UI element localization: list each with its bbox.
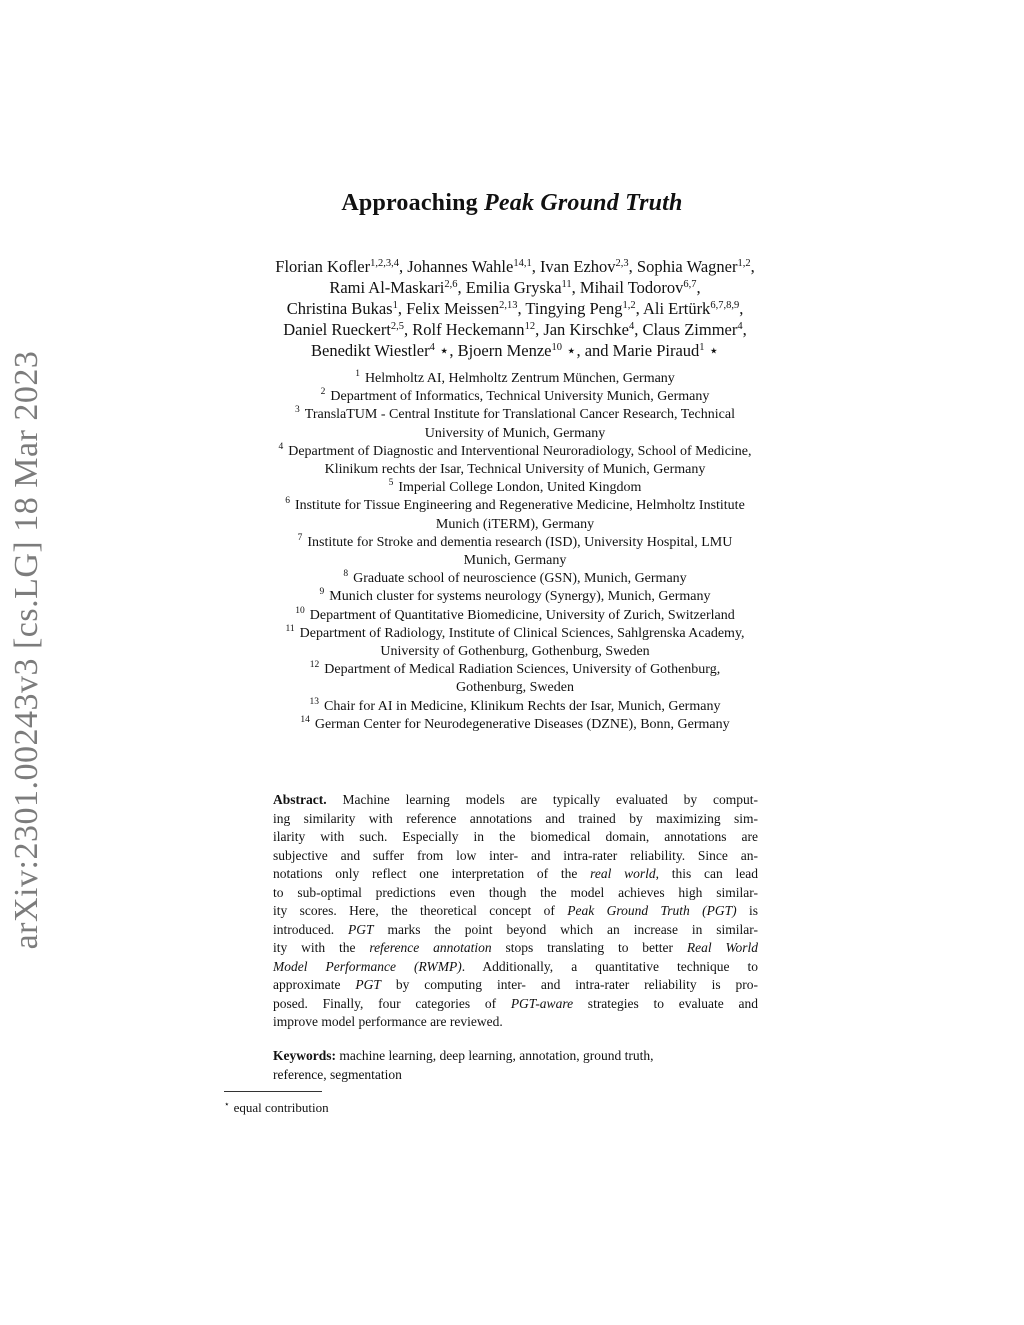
affiliation-number: 7 — [297, 532, 303, 543]
text-run: Rami Al-Maskari — [329, 278, 445, 297]
abstract — [273, 791, 758, 1032]
text-run: , — [739, 299, 744, 318]
abstract-line — [273, 828, 758, 847]
affiliation-line — [200, 570, 830, 588]
affiliation-line — [200, 461, 830, 479]
text-run: posed. Finally, four categories of — [273, 995, 511, 1011]
italic-term: PGT-aware — [510, 995, 574, 1011]
affiliation-line — [200, 370, 830, 388]
affiliation-number: 12 — [309, 660, 320, 671]
italic-term: Peak Ground Truth (PGT) — [567, 903, 737, 918]
text-run: ilarity with such. Especially in the biomedical domain, annotations are — [273, 829, 758, 844]
affiliation-text: Department of Quantitative Biomedicine, University of Zurich, Switzerland — [309, 607, 735, 623]
author-line — [200, 256, 830, 277]
affiliation-line — [200, 698, 830, 716]
text-run: , Ivan Ezhov — [531, 257, 616, 276]
affiliation-text: University of Gothenburg, Gothenburg, Sweden — [380, 644, 650, 660]
footnote-text: equal contribution — [233, 1100, 329, 1115]
author-line — [200, 340, 830, 361]
keywords — [273, 1047, 758, 1084]
paper-title — [0, 190, 1024, 217]
abstract-line — [273, 810, 758, 829]
text-run: ing similarity with reference annotations and trained by maximizing sim- — [273, 810, 758, 826]
text-run: approximate — [273, 977, 356, 992]
text-run: introduced. — [273, 921, 349, 937]
text-run: Daniel Rueckert — [283, 320, 391, 339]
affiliation-superscript: 2,5 — [390, 321, 405, 332]
affiliation-superscript: 2,3 — [615, 258, 629, 269]
italic-term: PGT — [348, 921, 374, 937]
affiliation-superscript: 12 — [524, 321, 536, 332]
footnote-rule — [224, 1091, 322, 1092]
author-line — [200, 277, 830, 298]
text-run: ⋆ — [704, 341, 719, 360]
affiliation-line — [200, 643, 830, 661]
abstract-line — [273, 847, 758, 866]
text-run: ⋆, Bjoern Menze — [434, 341, 552, 360]
text-run: Machine learning models are typically evaluated by comput- — [326, 792, 758, 807]
text-run: notations only reflect one interpretation of the — [273, 866, 591, 881]
affiliation-text: Department of Informatics, Technical University Munich, Germany — [330, 389, 710, 405]
affiliation-text: Chair for AI in Medicine, Klinikum Rechts der Isar, Munich, Germany — [324, 698, 721, 714]
affiliation-superscript: 6,7,8,9 — [710, 300, 740, 311]
text-run: , Claus Zimmer — [634, 320, 738, 339]
text-run: Florian Kofler — [275, 257, 371, 276]
affiliation-number: 2 — [320, 387, 326, 398]
affiliation-text: Munich, Germany — [463, 553, 567, 569]
bold-lead: Abstract. — [273, 792, 327, 807]
abstract-line — [273, 865, 758, 884]
text-run: , — [742, 320, 747, 339]
text-run: , — [696, 278, 701, 297]
bold-lead: Keywords: — [273, 1048, 336, 1063]
text-run: , this can lead — [655, 866, 758, 881]
text-run: ity with the — [273, 940, 370, 955]
affiliation-line — [200, 661, 830, 679]
affiliation-number: 8 — [343, 569, 349, 580]
affiliation-superscript: 4 — [629, 321, 635, 332]
text-run: , Johannes Wahle — [399, 257, 514, 276]
abstract-line — [273, 995, 758, 1014]
title-italic: Peak Ground Truth — [484, 190, 683, 216]
affiliation-text: Department of Diagnostic and Interventional Neuroradiology, School of Medicine, — [288, 443, 752, 459]
text-run: , Tingying Peng — [517, 299, 623, 318]
affiliation-superscript: 1,2 — [622, 300, 636, 311]
affiliation-number: 3 — [295, 405, 300, 416]
affiliation-superscript: 4 — [737, 321, 743, 332]
affiliation-text: Munich cluster for systems neurology (Synergy), Munich, Germany — [329, 589, 711, 605]
affiliation-number: 5 — [388, 478, 394, 489]
affiliation-line — [200, 497, 830, 515]
text-run: by computing inter- and intra-rater reliability is pro- — [380, 977, 758, 992]
affiliation-number: 14 — [300, 714, 310, 725]
affiliation-superscript: 2,13 — [499, 300, 518, 311]
affiliation-superscript: 1,2 — [737, 258, 751, 269]
text-run: machine learning, deep learning, annotation, ground truth, — [336, 1048, 654, 1063]
affiliation-number: 1 — [355, 369, 360, 379]
affiliation-superscript: 6,7 — [683, 279, 697, 290]
italic-term: real world — [590, 866, 656, 881]
affiliation-superscript: 1 — [699, 342, 705, 353]
affiliation-line — [200, 625, 830, 643]
affiliation-text: Department of Medical Radiation Sciences, University of Gothenburg, — [324, 662, 721, 678]
text-run: . Additionally, a quantitative technique to — [461, 958, 758, 974]
text-run: subjective and suffer from low inter- and intra-rater reliability. Since an- — [273, 847, 758, 863]
text-run: , Felix Meissen — [397, 299, 500, 318]
affiliation-line — [200, 406, 830, 424]
keywords-line — [273, 1047, 758, 1066]
text-run: improve model performance are reviewed. — [273, 1014, 503, 1029]
affiliation-number: 6 — [285, 496, 290, 507]
affiliation-list — [200, 370, 830, 734]
abstract-line — [273, 1013, 758, 1032]
affiliation-text: Institute for Stroke and dementia research (ISD), University Hospital, LMU — [307, 534, 733, 550]
affiliation-line — [200, 679, 830, 697]
abstract-line — [273, 976, 758, 995]
italic-term: PGT — [355, 977, 381, 992]
text-run: , Ali Ertürk — [635, 299, 711, 318]
affiliation-line — [200, 479, 830, 497]
affiliation-text: Munich (iTERM), Germany — [435, 516, 595, 532]
affiliation-text: Gothenburg, Sweden — [456, 680, 574, 696]
affiliation-number: 4 — [278, 441, 284, 452]
text-run: , — [750, 257, 755, 276]
affiliation-text: Department of Radiology, Institute of Clinical Sciences, Sahlgrenska Academy, — [299, 625, 745, 641]
abstract-line — [273, 902, 758, 921]
affiliation-line — [200, 425, 830, 443]
affiliation-line — [200, 516, 830, 534]
affiliation-text: TranslaTUM - Central Institute for Translational Cancer Research, Technical — [304, 407, 735, 423]
affiliation-superscript: 2,6 — [444, 279, 458, 290]
text-run: Benedikt Wiestler — [310, 341, 430, 360]
text-run: strategies to evaluate and — [573, 995, 758, 1011]
affiliation-line — [200, 552, 830, 570]
affiliation-number: 11 — [285, 623, 295, 634]
footnote-mark: ⋆ — [224, 1099, 230, 1109]
text-run: , Rolf Heckemann — [404, 320, 525, 339]
abstract-line — [273, 939, 758, 958]
text-run: reference, segmentation — [273, 1066, 402, 1082]
abstract-line — [273, 921, 758, 940]
text-run: , Jan Kirschke — [535, 320, 629, 339]
text-run: , Mihail Todorov — [571, 278, 684, 297]
affiliation-text: German Center for Neurodegenerative Diseases (DZNE), Bonn, Germany — [314, 716, 730, 732]
affiliation-text: Helmholtz AI, Helmholtz Zentrum München, Germany — [364, 371, 675, 386]
text-run: marks the point beyond which an increase in similar- — [373, 921, 758, 937]
text-run: to sub-optimal predictions even though the model achieves high similar- — [273, 884, 758, 900]
affiliation-line — [200, 607, 830, 625]
text-run: , Sophia Wagner — [628, 257, 738, 276]
abstract-line — [273, 791, 758, 810]
affiliation-superscript: 14,1 — [513, 258, 532, 269]
italic-term: reference annotation — [369, 940, 492, 955]
arxiv-identifier: arXiv:2301.00243v3 [cs.LG] 18 Mar 2023 — [8, 350, 45, 950]
affiliation-number: 9 — [319, 587, 325, 598]
author-list — [200, 256, 830, 361]
affiliation-text: Institute for Tissue Engineering and Regenerative Medicine, Helmholtz Institute — [294, 498, 745, 514]
italic-term: Real World — [686, 940, 758, 955]
affiliation-line — [200, 534, 830, 552]
affiliation-text: Imperial College London, United Kingdom — [398, 480, 642, 496]
affiliation-number: 10 — [295, 605, 305, 616]
footnote — [224, 1096, 329, 1116]
affiliation-text: University of Munich, Germany — [424, 425, 606, 441]
text-run: , Emilia Gryska — [457, 278, 562, 297]
author-line — [200, 298, 830, 319]
affiliation-superscript: 10 — [551, 342, 563, 353]
text-run: is — [736, 903, 758, 918]
text-run: ⋆, and Marie Piraud — [562, 341, 700, 360]
keywords-line — [273, 1066, 758, 1085]
text-run: stops translating to better — [491, 940, 687, 955]
affiliation-line — [200, 588, 830, 606]
affiliation-text: Graduate school of neuroscience (GSN), Munich, Germany — [353, 571, 687, 587]
affiliation-text: Klinikum rechts der Isar, Technical University of Munich, Germany — [324, 462, 706, 478]
affiliation-line — [200, 388, 830, 406]
title-plain: Approaching — [341, 190, 485, 216]
affiliation-number: 13 — [309, 696, 320, 707]
affiliation-superscript: 1,2,3,4 — [370, 258, 399, 269]
affiliation-superscript: 11 — [561, 279, 572, 290]
abstract-line — [273, 958, 758, 977]
affiliation-line — [200, 443, 830, 461]
text-run: Christina Bukas — [286, 299, 393, 318]
text-run: ity scores. Here, the theoretical concept of — [273, 903, 568, 918]
author-line — [200, 319, 830, 340]
affiliation-line — [200, 716, 830, 734]
italic-term: Model Performance (RWMP) — [273, 958, 462, 974]
affiliation-superscript: 1 — [392, 300, 398, 311]
abstract-line — [273, 884, 758, 903]
affiliation-superscript: 4 — [429, 342, 435, 353]
